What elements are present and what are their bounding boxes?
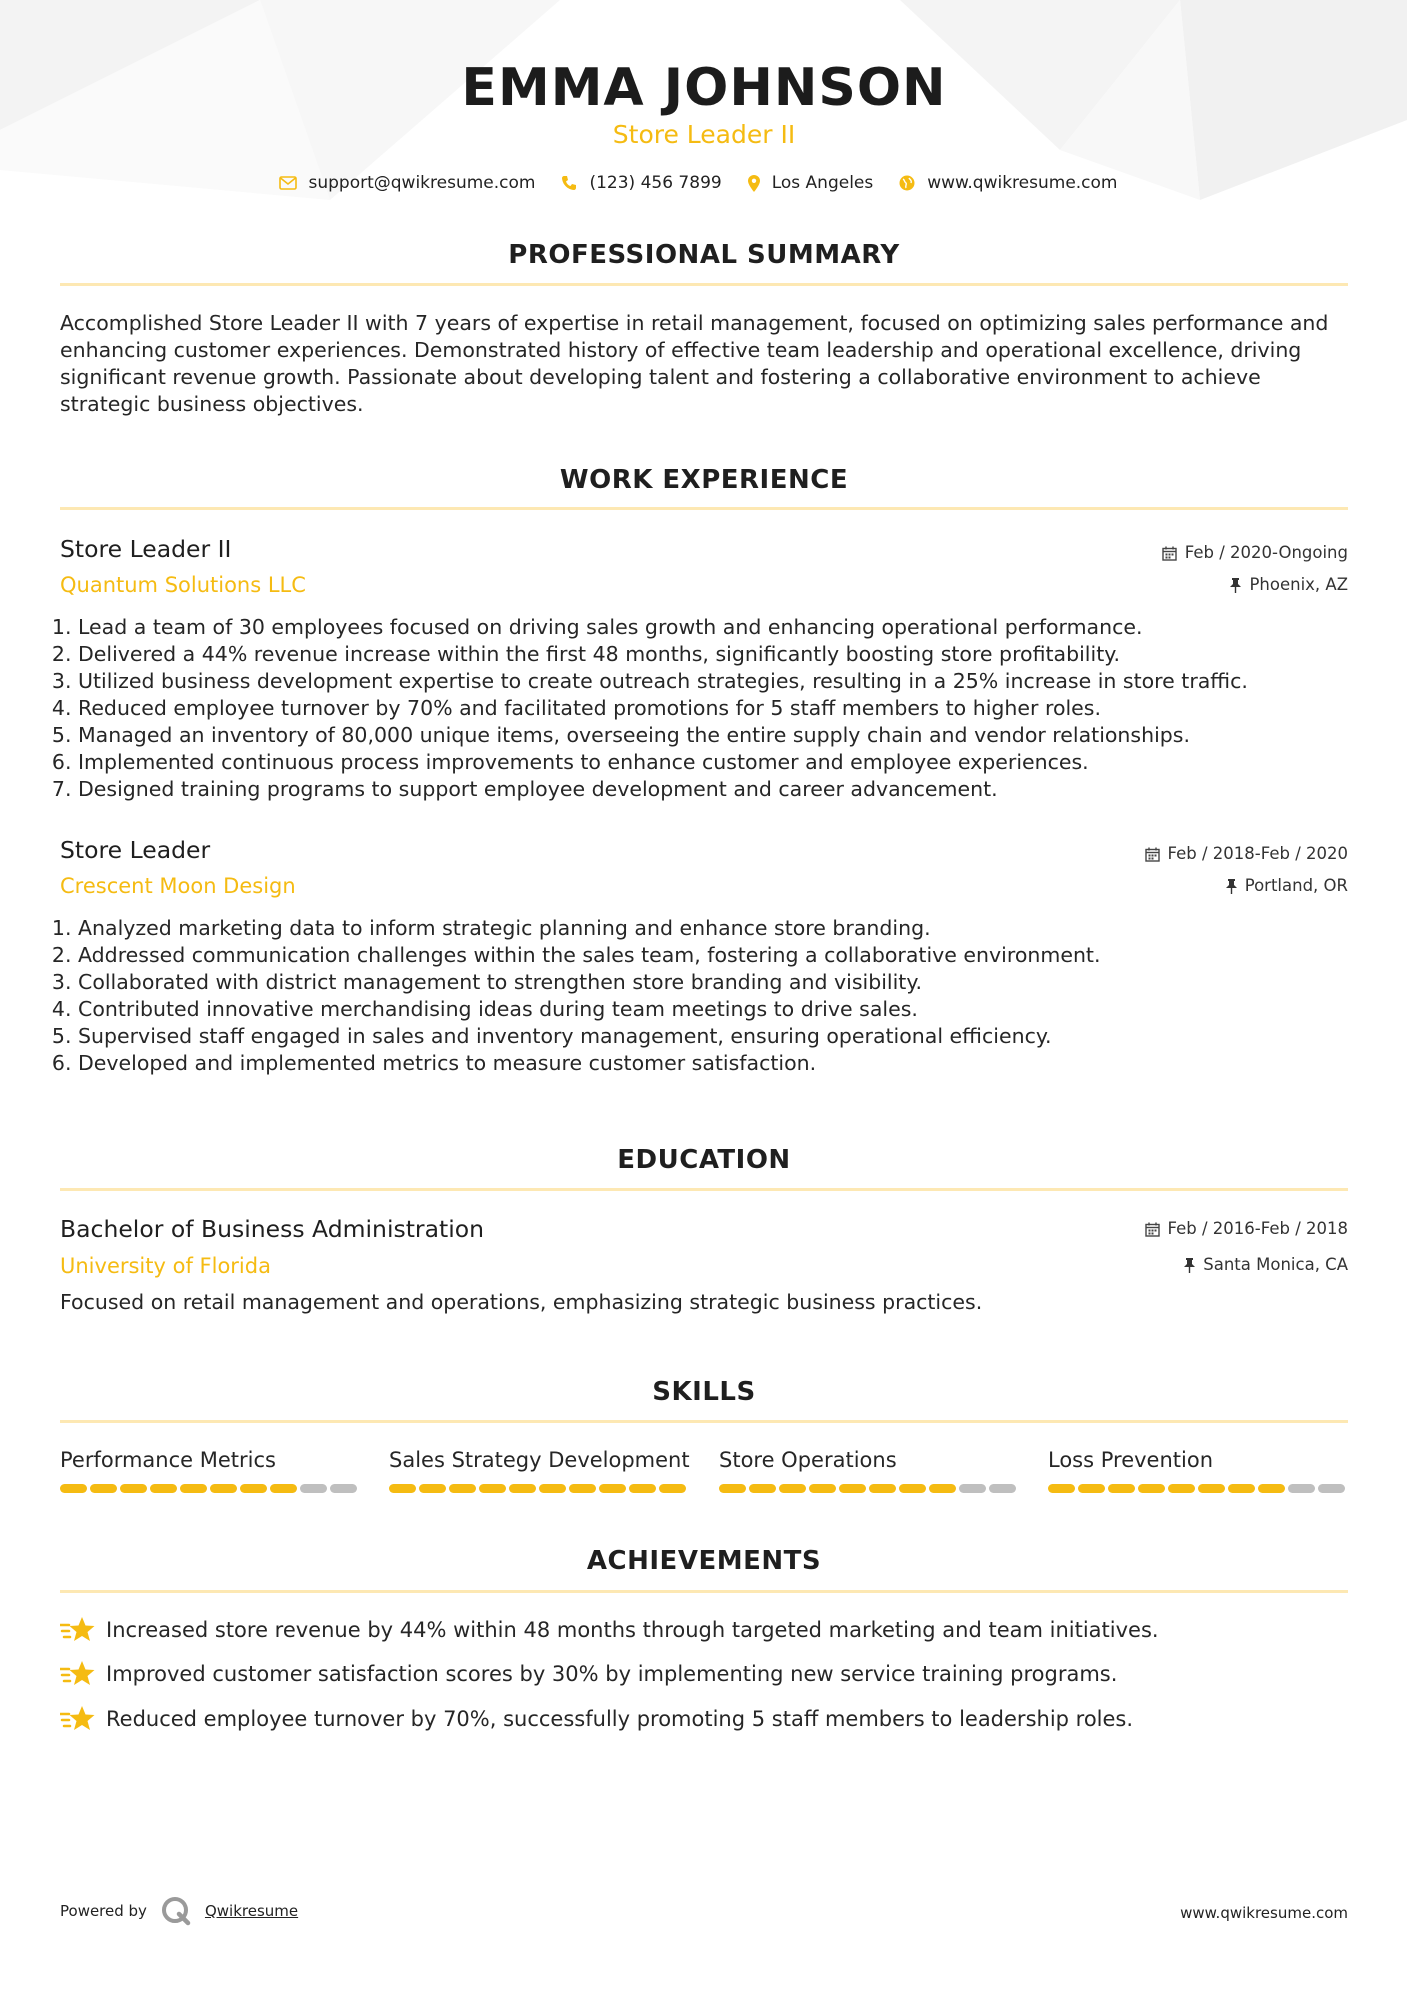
skill-item (60, 1446, 360, 1493)
skill-level-dot (1168, 1484, 1195, 1493)
summary-heading: PROFESSIONAL SUMMARY (508, 240, 900, 270)
contact-email[interactable] (279, 170, 536, 196)
skill-level-dot (779, 1484, 806, 1493)
achievement-item (60, 1660, 1117, 1688)
footer-powered-by (60, 1896, 298, 1926)
skill-level-dot (1228, 1484, 1255, 1493)
job-location-text: Portland, OR (1244, 876, 1348, 895)
calendar-icon (1145, 1222, 1160, 1237)
skill-name: Sales Strategy Development (389, 1448, 690, 1472)
skill-level-dot (1138, 1484, 1165, 1493)
qwikresume-logo-icon (161, 1896, 191, 1926)
job-dates (1145, 842, 1348, 866)
pin-icon (1230, 578, 1241, 593)
job-company: Quantum Solutions LLC (60, 573, 306, 597)
education-location (1184, 1253, 1348, 1277)
education-dates-text: Feb / 2016-Feb / 2018 (1167, 1219, 1348, 1238)
job-dates-text: Feb / 2018-Feb / 2020 (1167, 844, 1348, 863)
powered-by-label: Powered by (60, 1902, 147, 1920)
skill-level-dot (1318, 1484, 1345, 1493)
skill-name: Store Operations (719, 1448, 897, 1472)
education-dates (1145, 1217, 1348, 1241)
skill-level-dot (959, 1484, 986, 1493)
pin-icon (1184, 1258, 1195, 1273)
calendar-icon (1162, 546, 1177, 561)
list-item: 5. Supervised staff engaged in sales and inventory management, ensuring operational efficiency. (78, 1023, 1366, 1050)
skill-level-dot (929, 1484, 956, 1493)
experience-divider (60, 507, 1348, 510)
skill-level-bar (1048, 1484, 1348, 1493)
job-dates-text: Feb / 2020-Ongoing (1184, 543, 1348, 562)
list-item: 4. Contributed innovative merchandising ideas during team meetings to drive sales. (78, 996, 1366, 1023)
skill-level-dot (749, 1484, 776, 1493)
skill-level-dot (989, 1484, 1016, 1493)
star-icon (60, 1660, 96, 1688)
skill-level-dot (1108, 1484, 1135, 1493)
achievement-text: Increased store revenue by 44% within 48 months through targeted marketing and team initiatives. (106, 1618, 1159, 1642)
list-item: 2. Delivered a 44% revenue increase within the first 48 months, significantly boosting store profitability. (78, 641, 1366, 668)
star-icon (60, 1705, 96, 1733)
skill-level-dot (659, 1484, 686, 1493)
achievement-item (60, 1616, 1159, 1644)
education-heading: EDUCATION (617, 1145, 791, 1175)
website-text: www.qwikresume.com (927, 173, 1118, 193)
skill-level-bar (389, 1484, 689, 1493)
skills-divider (60, 1420, 1348, 1423)
location-text: Los Angeles (771, 173, 874, 193)
job-bullets (60, 915, 1366, 1077)
contact-location (748, 170, 874, 196)
list-item: 1. Lead a team of 30 employees focused on driving sales growth and enhancing operational performance. (78, 614, 1366, 641)
skill-level-dot (539, 1484, 566, 1493)
skill-level-dot (90, 1484, 117, 1493)
skill-item (1048, 1446, 1348, 1493)
skill-level-dot (719, 1484, 746, 1493)
skill-level-dot (419, 1484, 446, 1493)
skill-level-dot (839, 1484, 866, 1493)
job-location-text: Phoenix, AZ (1249, 575, 1348, 594)
skill-level-dot (1048, 1484, 1075, 1493)
skill-level-dot (509, 1484, 536, 1493)
list-item: 5. Managed an inventory of 80,000 unique items, overseeing the entire supply chain and vendor relationships. (78, 722, 1366, 749)
skill-level-dot (1288, 1484, 1315, 1493)
list-item: 4. Reduced employee turnover by 70% and facilitated promotions for 5 staff members to higher roles. (78, 695, 1366, 722)
skill-item (719, 1446, 1019, 1493)
envelope-icon (279, 176, 297, 190)
summary-text: Accomplished Store Leader II with 7 years of expertise in retail management, focused on optimizing sales performance and enhancing customer experiences. Demonstrated history of effective team leadership and operational excellence, driving significant revenue growth. Passionate about developing talent and fostering a collaborative environment to achieve strategic business objectives. (60, 311, 1329, 416)
skill-level-dot (389, 1484, 416, 1493)
skill-level-dot (899, 1484, 926, 1493)
skill-level-dot (1078, 1484, 1105, 1493)
list-item: 2. Addressed communication challenges within the sales team, fostering a collaborative environment. (78, 942, 1366, 969)
skill-level-dot (180, 1484, 207, 1493)
list-item: 3. Utilized business development expertise to create outreach strategies, resulting in a 25% increase in store traffic. (78, 668, 1366, 695)
globe-icon (899, 175, 915, 191)
candidate-title: Store Leader II (612, 120, 796, 149)
skill-level-dot (60, 1484, 87, 1493)
phone-icon (561, 175, 577, 191)
job-location (1230, 573, 1348, 597)
skill-level-dot (150, 1484, 177, 1493)
skill-level-dot (120, 1484, 147, 1493)
contact-phone[interactable] (561, 170, 721, 196)
skill-name: Performance Metrics (60, 1448, 276, 1472)
job-title: Store Leader II (60, 535, 232, 563)
skill-level-dot (479, 1484, 506, 1493)
skill-name: Loss Prevention (1048, 1448, 1214, 1472)
skill-level-dot (270, 1484, 297, 1493)
skill-level-dot (629, 1484, 656, 1493)
list-item: 6. Developed and implemented metrics to measure customer satisfaction. (78, 1050, 1366, 1077)
experience-heading: WORK EXPERIENCE (559, 465, 849, 495)
job-dates (1162, 541, 1348, 565)
skill-level-dot (1258, 1484, 1285, 1493)
job-location (1226, 874, 1348, 898)
phone-text: (123) 456 7899 (589, 173, 722, 193)
candidate-name: EMMA JOHNSON (461, 58, 947, 118)
list-item: 3. Collaborated with district management to strengthen store branding and visibility. (78, 969, 1366, 996)
footer-website[interactable]: www.qwikresume.com (1180, 1904, 1348, 1922)
achievement-text: Reduced employee turnover by 70%, successfully promoting 5 staff members to leadership roles. (106, 1707, 1134, 1731)
education-school: University of Florida (60, 1254, 271, 1278)
skill-level-dot (809, 1484, 836, 1493)
job-bullets (60, 614, 1366, 803)
skill-level-dot (240, 1484, 267, 1493)
contact-bar (60, 170, 1348, 196)
education-location-text: Santa Monica, CA (1203, 1255, 1348, 1274)
job-title: Store Leader (60, 836, 211, 864)
skill-level-dot (599, 1484, 626, 1493)
achievement-text: Improved customer satisfaction scores by 30% by implementing new service training programs. (106, 1662, 1118, 1686)
skill-level-dot (1198, 1484, 1225, 1493)
map-marker-icon (748, 175, 760, 192)
education-divider (60, 1188, 1348, 1191)
qwikresume-link[interactable]: Qwikresume (204, 1902, 299, 1920)
star-icon (60, 1616, 96, 1644)
summary-divider (60, 283, 1348, 286)
education-degree: Bachelor of Business Administration (60, 1215, 485, 1243)
skill-level-dot (869, 1484, 896, 1493)
skills-heading: SKILLS (652, 1377, 756, 1407)
achievements-divider (60, 1590, 1348, 1593)
skill-level-dot (210, 1484, 237, 1493)
skill-level-dot (330, 1484, 357, 1493)
skill-level-dot (449, 1484, 476, 1493)
skill-level-dot (300, 1484, 327, 1493)
calendar-icon (1145, 847, 1160, 862)
skill-level-dot (569, 1484, 596, 1493)
job-company: Crescent Moon Design (60, 874, 296, 898)
contact-website[interactable] (899, 170, 1117, 196)
achievement-item (60, 1705, 1133, 1733)
skill-level-bar (719, 1484, 1019, 1493)
email-text: support@qwikresume.com (308, 173, 536, 193)
education-description: Focused on retail management and operations, emphasizing strategic business practices. (60, 1290, 983, 1314)
pin-icon (1226, 879, 1237, 894)
skill-level-bar (60, 1484, 360, 1493)
list-item: 7. Designed training programs to support employee development and career advancement. (78, 776, 1366, 803)
list-item: 6. Implemented continuous process improvements to enhance customer and employee experiences. (78, 749, 1366, 776)
list-item: 1. Analyzed marketing data to inform strategic planning and enhance store branding. (78, 915, 1366, 942)
skill-item (389, 1446, 689, 1493)
achievements-heading: ACHIEVEMENTS (586, 1546, 822, 1576)
